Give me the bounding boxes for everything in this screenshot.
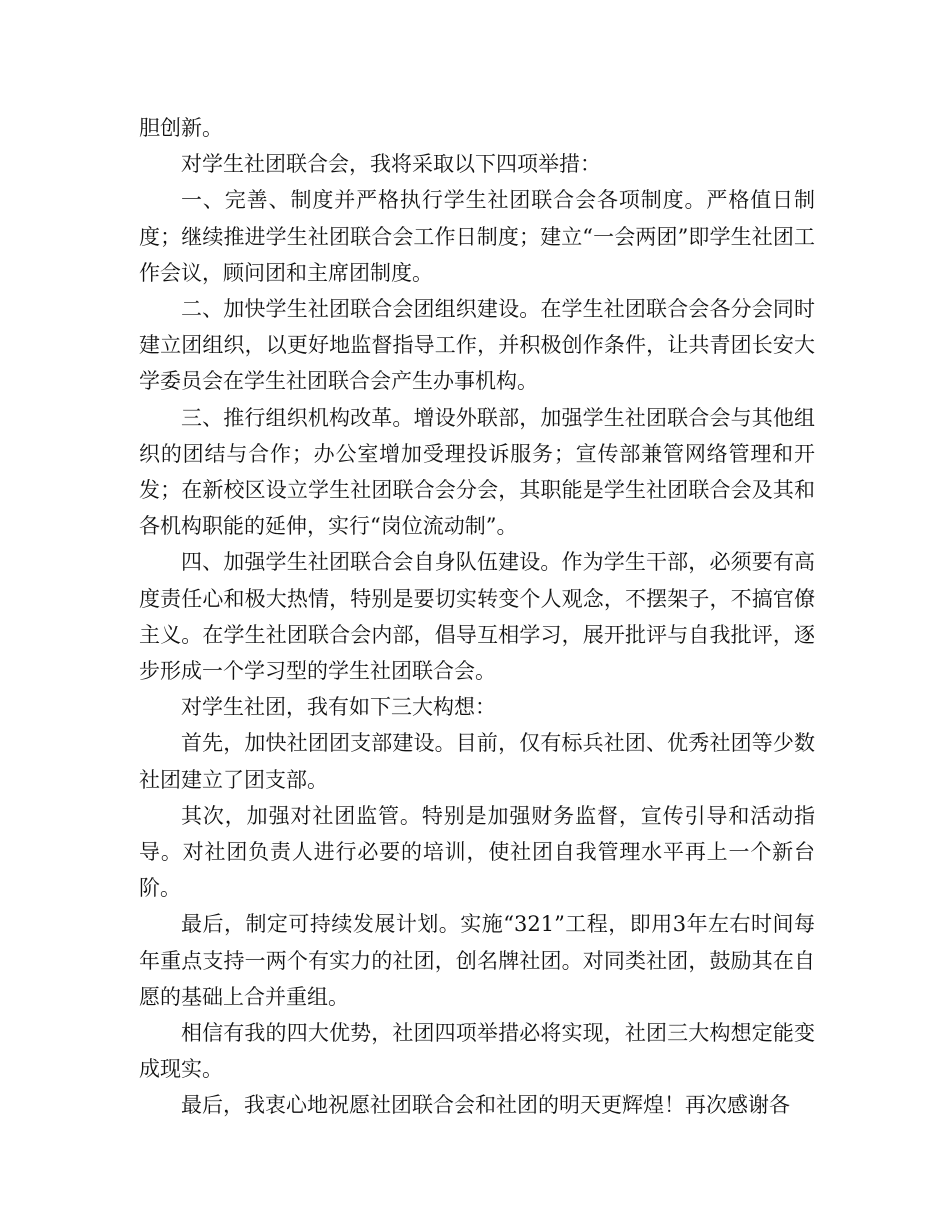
- paragraph-2: 对学生社团联合会，我将采取以下四项举措：: [181, 152, 601, 177]
- paragraph-7: 对学生社团，我有如下三大构想：: [181, 695, 496, 720]
- paragraph-8: 首先，加快社团团支部建设。目前，仅有标兵社团、优秀社团等少数社团建立了团支部。: [139, 731, 815, 792]
- paragraph-11: 相信有我的四大优势，社团四项举措必将实现，社团三大构想定能变成现实。: [139, 1021, 815, 1082]
- paragraph-3: 一、完善、制度并严格执行学生社团联合会各项制度。严格值日制度；继续推进学生社团联合会工作日制度；建立“一会两团”即学生社团工作会议，顾问团和主席团制度。: [139, 188, 815, 285]
- paragraph-9: 其次，加强对社团监管。特别是加强财务监督，宣传引导和活动指导。对社团负责人进行必要的培训，使社团自我管理水平再上一个新台阶。: [139, 803, 815, 901]
- paragraph-1: 胆创新。: [139, 116, 223, 140]
- paragraph-10: 最后，制定可持续发展计划。实施“321”工程，即用3年左右时间每年重点支持一两个有实力的社团，创名牌社团。对同类社团，鼓励其在自愿的基础上合并重组。: [139, 912, 815, 1009]
- paragraph-6: 四、加强学生社团联合会自身队伍建设。作为学生干部，必须要有高度责任心和极大热情，特别是要切实转变个人观念，不摆架子，不搞官僚主义。在学生社团联合会内部，倡导互相学习，展开批评与自我批评，逐步形成一个学习型的学生社团联合会。: [139, 550, 815, 684]
- paragraph-12: 最后，我衷心地祝愿社团联合会和社团的明天更辉煌！再次感谢各: [181, 1093, 790, 1118]
- paragraph-4: 二、加快学生社团联合会团组织建设。在学生社团联合会各分会同时建立团组织，以更好地监督指导工作，并积极创作条件，让共青团长安大学委员会在学生社团联合会产生办事机构。: [139, 297, 815, 394]
- document-body: [139, 110, 815, 1124]
- paragraph-5: 三、推行组织机构改革。增设外联部，加强学生社团联合会与其他组织的团结与合作；办公室增加受理投诉服务；宣传部兼管网络管理和开发；在新校区设立学生社团联合会分会，其职能是学生社团联合会及其和各机构职能的延伸，实行“岗位流动制”。: [139, 405, 815, 539]
